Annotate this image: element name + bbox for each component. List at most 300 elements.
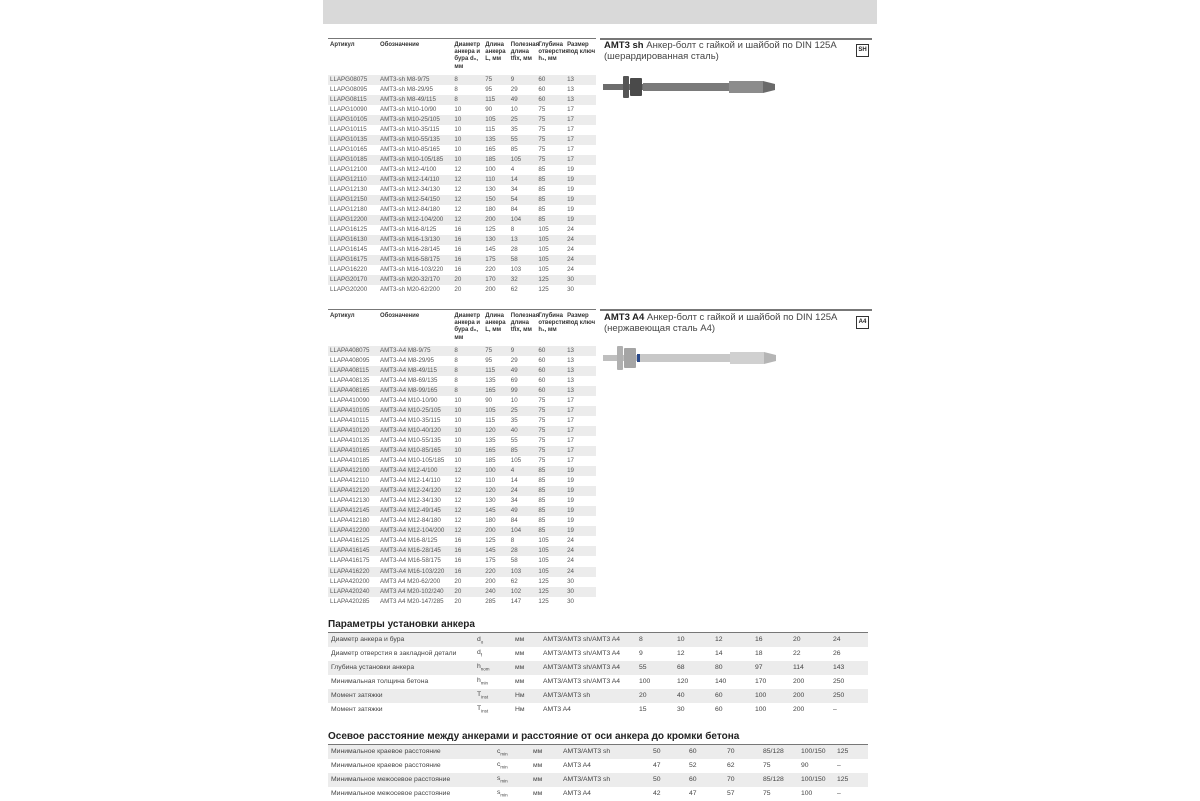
param-value: 9 <box>639 650 643 657</box>
table-cell: LLAPA408075 <box>330 346 370 354</box>
table-cell: 60 <box>538 75 546 83</box>
table-cell: 180 <box>485 517 496 525</box>
table-cell: 105 <box>538 226 549 234</box>
table-cell: LLAPA410120 <box>330 426 370 434</box>
table-cell: 105 <box>510 155 522 163</box>
table-cell: LLAPG10090 <box>330 105 368 113</box>
table-row <box>328 105 596 115</box>
table-cell: AMT3-A4 M10-35/115 <box>379 416 441 424</box>
table-cell: 17 <box>567 436 574 444</box>
symbol-letter: s <box>497 775 501 783</box>
table-cell: 130 <box>485 186 496 194</box>
table-cell: 185 <box>485 457 496 465</box>
table-cell: 29 <box>510 85 518 93</box>
install-params-table <box>328 632 868 717</box>
param-symbol <box>494 787 530 801</box>
table-row <box>328 95 596 105</box>
table-cell: 30 <box>567 276 574 284</box>
table-cell: 10 <box>454 406 462 414</box>
table-cell: 4 <box>510 165 515 173</box>
param-symbol <box>494 773 530 787</box>
table-header-row <box>328 310 596 346</box>
table-cell: AMT3-sh M12-34/130 <box>379 186 440 194</box>
table-cell: LLAPG10105 <box>330 115 368 123</box>
table-row <box>328 466 596 476</box>
table-cell: LLAPA408115 <box>330 366 369 374</box>
table-cell: LLAPA410185 <box>330 457 370 465</box>
table-cell: 20 <box>454 286 462 294</box>
table-cell: LLAPA408135 <box>330 376 370 384</box>
table-cell: 85 <box>538 165 546 173</box>
table-cell: 17 <box>567 125 574 133</box>
column-header: Размер под ключ <box>567 42 596 56</box>
table-cell: 13 <box>567 75 574 83</box>
column-header: Обозначение <box>379 42 420 48</box>
table-cell: 16 <box>454 266 462 274</box>
table-cell: LLAPA408095 <box>330 356 370 364</box>
param-value: 170 <box>755 678 767 685</box>
table-header-row <box>328 39 596 75</box>
table-cell: 115 <box>485 125 496 133</box>
table-cell: LLAPA420200 <box>330 577 370 585</box>
table-cell: 85 <box>538 477 546 485</box>
table-cell: 12 <box>454 527 462 535</box>
table-cell: 8 <box>454 386 458 394</box>
table-cell: LLAPA412145 <box>330 507 370 515</box>
table-cell: 75 <box>538 145 546 153</box>
table-row <box>328 155 596 165</box>
param-value: 100 <box>801 790 813 797</box>
table-cell: 60 <box>538 95 546 103</box>
symbol-letter: d <box>477 649 481 657</box>
table-cell: 85 <box>538 175 546 183</box>
column-header: Артикул <box>330 313 355 319</box>
table-cell: 30 <box>567 597 574 605</box>
table-cell: 10 <box>510 105 518 113</box>
param-value: 200 <box>793 706 805 713</box>
table-cell: 20 <box>454 276 462 284</box>
param-row <box>328 703 868 717</box>
param-value: 140 <box>715 678 727 685</box>
table-cell: AMT3-A4 M8-99/165 <box>379 386 438 394</box>
param-value: 120 <box>677 678 689 685</box>
divider <box>600 38 872 40</box>
install-params-title: Параметры установки анкера <box>328 619 475 630</box>
product-description: Анкер-болт с гайкой и шайбой по DIN 125A (шерардированная сталь) <box>604 40 837 62</box>
table-row <box>328 587 596 597</box>
param-value: 18 <box>755 650 763 657</box>
table-cell: LLAPA412100 <box>330 467 370 475</box>
table-row <box>328 456 596 466</box>
table-cell: LLAPA410165 <box>330 446 370 454</box>
table-cell: 75 <box>538 105 546 113</box>
table-cell: 16 <box>454 236 462 244</box>
table-cell: 20 <box>454 597 462 605</box>
product-name: AMT3 A4 <box>604 312 645 323</box>
table-cell: LLAPG10115 <box>330 125 367 133</box>
param-value: 85/128 <box>763 776 784 783</box>
table-cell: LLAPG10185 <box>330 155 368 163</box>
table-cell: 10 <box>454 125 462 133</box>
column-header: Диаметр анкера и бура d₀, мм <box>454 42 481 70</box>
table-cell: 175 <box>485 256 496 264</box>
table-cell: 16 <box>454 226 462 234</box>
table-cell: AMT3-sh M10-35/115 <box>379 125 440 133</box>
table-cell: 85 <box>538 186 546 194</box>
table-cell: 85 <box>538 487 546 495</box>
table-cell: 10 <box>454 105 462 113</box>
table-cell: AMT3-sh M8-29/95 <box>379 85 433 93</box>
table-cell: 220 <box>485 266 496 274</box>
table-cell: AMT3 A4 M20-102/240 <box>379 587 444 595</box>
table-cell: 13 <box>567 95 574 103</box>
table-cell: 19 <box>567 467 574 475</box>
symbol-letter: T <box>477 705 482 713</box>
table-cell: 60 <box>538 356 546 364</box>
table-cell: 165 <box>485 386 496 394</box>
table-cell: 165 <box>485 145 496 153</box>
param-value: 80 <box>715 664 723 671</box>
table-cell: 105 <box>538 246 549 254</box>
table-cell: AMT3-sh M16-103/220 <box>379 266 444 274</box>
param-value: 90 <box>801 762 809 769</box>
symbol-subscript: o <box>480 638 484 644</box>
param-unit: мм <box>515 678 525 685</box>
table-cell: LLAPA420240 <box>330 587 370 595</box>
table-cell: 240 <box>485 587 496 595</box>
table-cell: 19 <box>567 165 574 173</box>
table-cell: 17 <box>567 396 574 404</box>
table-cell: AMT3-sh M12-84/180 <box>379 206 440 214</box>
table-cell: AMT3-A4 M16-28/145 <box>379 547 441 555</box>
table-cell: 10 <box>454 145 462 153</box>
table-cell: 13 <box>567 376 574 384</box>
table-cell: 19 <box>567 517 574 525</box>
product-table-sh <box>328 38 596 296</box>
param-value: 75 <box>763 790 771 797</box>
table-cell: LLAPA416125 <box>330 537 370 545</box>
table-cell: LLAPA416220 <box>330 567 370 575</box>
table-cell: AMT3-A4 M16-58/175 <box>379 557 441 565</box>
table-cell: 75 <box>485 75 493 83</box>
table-cell: AMT3-sh M10-105/185 <box>379 155 444 163</box>
param-name: Минимальное межосевое расстояние <box>331 776 451 783</box>
table-cell: 145 <box>485 547 496 555</box>
table-cell: LLAPA412130 <box>330 497 370 505</box>
table-cell: LLAPG12200 <box>330 216 368 224</box>
divider <box>600 309 872 311</box>
table-cell: 17 <box>567 105 574 113</box>
table-cell: 90 <box>485 105 493 113</box>
table-cell: 95 <box>485 85 493 93</box>
table-cell: 24 <box>567 547 574 555</box>
table-cell: 24 <box>567 537 574 545</box>
table-cell: 10 <box>454 436 462 444</box>
table-cell: 12 <box>454 175 462 183</box>
column-header: Полезная длина tfix, мм <box>510 42 540 63</box>
table-cell: 12 <box>454 216 462 224</box>
table-cell: 55 <box>510 135 518 143</box>
table-cell: 19 <box>567 527 574 535</box>
param-value: 22 <box>793 650 801 657</box>
symbol-subscript: min <box>480 680 489 686</box>
symbol-subscript: min <box>500 750 508 756</box>
param-unit: мм <box>515 636 525 644</box>
table-row <box>328 526 596 536</box>
table-cell: 75 <box>538 406 546 414</box>
table-cell: 85 <box>538 497 546 505</box>
column-header: Глубина отверстия h₁, мм <box>538 42 569 63</box>
sherardized-badge-icon: SH <box>856 44 869 57</box>
table-row <box>328 536 596 546</box>
param-value: 143 <box>833 664 845 671</box>
table-cell: 105 <box>538 256 549 264</box>
symbol-letter: d <box>477 635 481 643</box>
table-cell: AMT3-A4 M8-49/115 <box>379 366 437 374</box>
table-cell: 105 <box>538 236 549 244</box>
table-cell: 24 <box>567 246 574 254</box>
table-cell: AMT3-A4 M12-104/200 <box>379 527 445 535</box>
table-cell: AMT3-sh M20-62/200 <box>379 286 440 294</box>
param-value: 16 <box>755 636 763 644</box>
table-cell: 32 <box>510 276 518 284</box>
param-value: 60 <box>689 748 697 756</box>
table-cell: 12 <box>454 487 462 495</box>
table-cell: 24 <box>567 266 574 274</box>
table-cell: 13 <box>567 386 574 394</box>
table-cell: 100 <box>485 467 496 475</box>
table-cell: AMT3-A4 M10-105/185 <box>379 457 445 465</box>
table-cell: 17 <box>567 426 574 434</box>
param-row <box>328 689 868 703</box>
table-cell: 19 <box>567 196 574 204</box>
param-value: 12 <box>677 650 685 657</box>
table-cell: AMT3-sh M16-13/130 <box>379 236 440 244</box>
param-unit: Нм <box>515 692 525 699</box>
table-cell: 150 <box>485 196 496 204</box>
param-value: 125 <box>837 748 849 756</box>
param-value: 26 <box>833 650 841 657</box>
table-row <box>328 225 596 235</box>
table-cell: 85 <box>538 216 546 224</box>
product-title-a4 <box>604 312 844 334</box>
param-value: 60 <box>689 776 697 783</box>
table-cell: AMT3-A4 M16-8/125 <box>379 537 438 545</box>
table-cell: AMT3-A4 M10-55/135 <box>379 436 441 444</box>
table-cell: 125 <box>538 587 549 595</box>
param-value: 97 <box>755 664 763 671</box>
symbol-letter: h <box>477 677 481 685</box>
table-cell: 30 <box>567 286 574 294</box>
table-cell: 200 <box>485 216 496 224</box>
param-type: AMT3/AMT3 sh/AMT3 A4 <box>543 678 621 685</box>
param-value: 100/150 <box>801 776 826 783</box>
table-cell: 135 <box>485 376 496 384</box>
table-cell: 29 <box>510 356 518 364</box>
table-cell: 75 <box>538 426 546 434</box>
table-cell: AMT3-A4 M12-4/100 <box>379 467 438 475</box>
table-row <box>328 396 596 406</box>
table-cell: 75 <box>538 436 546 444</box>
table-cell: 10 <box>454 446 462 454</box>
symbol-subscript: inst <box>481 708 489 714</box>
table-cell: 175 <box>485 557 496 565</box>
column-header: Артикул <box>330 42 355 48</box>
table-cell: 19 <box>567 477 574 485</box>
column-header: Глубина отверстия h₁, мм <box>538 313 569 334</box>
table-cell: 125 <box>538 276 549 284</box>
table-cell: LLAPG10135 <box>330 135 368 143</box>
table-cell: 34 <box>510 497 518 505</box>
table-cell: 8 <box>454 75 458 83</box>
table-cell: 54 <box>510 196 518 204</box>
table-cell: 30 <box>567 587 574 595</box>
symbol-letter: s <box>497 789 501 797</box>
table-cell: LLAPA412180 <box>330 517 370 525</box>
param-name: Диаметр анкера и бура <box>331 636 405 644</box>
table-cell: 13 <box>510 236 518 244</box>
param-type: AMT3/AMT3 sh <box>563 776 611 783</box>
table-cell: 75 <box>538 457 546 465</box>
table-cell: 60 <box>538 346 546 354</box>
param-value: 8 <box>639 636 643 644</box>
param-symbol <box>474 703 512 717</box>
symbol-letter: h <box>477 663 481 671</box>
table-cell: 85 <box>510 145 518 153</box>
table-row <box>328 376 596 386</box>
table-cell: AMT3-A4 M12-84/180 <box>379 517 441 525</box>
param-value: 200 <box>793 692 805 699</box>
param-name: Минимальное краевое расстояние <box>331 762 441 769</box>
table-cell: 20 <box>454 587 462 595</box>
table-cell: 105 <box>538 547 549 555</box>
param-unit: мм <box>515 650 525 657</box>
table-cell: 105 <box>485 115 496 123</box>
param-type: AMT3/AMT3 sh/AMT3 A4 <box>543 650 621 657</box>
table-cell: 49 <box>510 507 518 515</box>
column-header: Полезная длина tfix, мм <box>510 313 540 334</box>
table-cell: 16 <box>454 246 462 254</box>
param-value: 62 <box>727 762 735 769</box>
table-cell: LLAPG16175 <box>330 256 368 264</box>
table-cell: 24 <box>510 487 518 495</box>
param-value: 100 <box>639 678 651 685</box>
param-value: 47 <box>689 790 697 797</box>
param-value: 68 <box>677 664 685 671</box>
param-name: Минимальное краевое расстояние <box>331 748 441 756</box>
param-value: 114 <box>793 664 804 671</box>
table-cell: 10 <box>454 135 462 143</box>
table-cell: 19 <box>567 175 574 183</box>
table-cell: LLAPA410135 <box>330 436 370 444</box>
table-cell: 145 <box>485 507 496 515</box>
table-cell: 102 <box>510 587 522 595</box>
table-cell: 85 <box>538 467 546 475</box>
param-value: 75 <box>763 762 771 769</box>
product-table-a4 <box>328 309 596 607</box>
table-cell: 24 <box>567 226 574 234</box>
table-cell: 62 <box>510 286 518 294</box>
table-cell: 16 <box>454 547 462 555</box>
table-cell: 85 <box>538 527 546 535</box>
param-unit: мм <box>515 664 525 671</box>
param-row <box>328 661 868 675</box>
table-cell: 200 <box>485 286 496 294</box>
table-cell: AMT3-A4 M8-69/135 <box>379 376 438 384</box>
table-cell: 103 <box>510 266 522 274</box>
table-cell: LLAPA408165 <box>330 386 370 394</box>
table-cell: 24 <box>567 557 574 565</box>
anchor-bolt-a4-icon <box>603 340 783 376</box>
table-row <box>328 195 596 205</box>
param-value: 55 <box>639 664 647 671</box>
table-cell: 9 <box>510 75 515 83</box>
table-cell: 85 <box>538 507 546 515</box>
table-cell: LLAPG08115 <box>330 95 367 103</box>
table-cell: 55 <box>510 436 518 444</box>
column-header: Диаметр анкера и бура d₀, мм <box>454 313 481 341</box>
table-cell: 40 <box>510 426 518 434</box>
table-cell: 115 <box>485 416 496 424</box>
table-cell: AMT3-sh M12-104/200 <box>379 216 444 224</box>
table-row <box>328 85 596 95</box>
param-type: AMT3 A4 <box>543 706 571 713</box>
table-cell: 10 <box>510 396 518 404</box>
table-row <box>328 567 596 577</box>
param-type: AMT3/AMT3 sh <box>543 692 591 699</box>
table-cell: 115 <box>485 95 496 103</box>
param-unit: мм <box>533 790 543 797</box>
table-cell: 17 <box>567 406 574 414</box>
table-cell: LLAPG12180 <box>330 206 368 214</box>
table-cell: LLAPA410105 <box>330 406 370 414</box>
table-row <box>328 285 596 295</box>
table-cell: 185 <box>485 155 496 163</box>
table-cell: LLAPG08095 <box>330 85 368 93</box>
table-cell: 84 <box>510 206 518 214</box>
table-row <box>328 446 596 456</box>
param-symbol <box>474 647 512 661</box>
table-row <box>328 476 596 486</box>
param-row <box>328 745 868 759</box>
table-cell: AMT3-A4 M12-49/145 <box>379 507 441 515</box>
table-cell: AMT3-A4 M8-9/75 <box>379 346 431 354</box>
table-cell: 17 <box>567 115 574 123</box>
table-cell: LLAPA412110 <box>330 477 369 485</box>
param-value: 14 <box>715 650 723 657</box>
table-cell: LLAPG08075 <box>330 75 368 83</box>
symbol-subscript: min <box>500 778 508 784</box>
table-cell: 10 <box>454 416 462 424</box>
table-cell: 19 <box>567 216 574 224</box>
table-cell: LLAPG12150 <box>330 196 368 204</box>
table-cell: LLAPG12100 <box>330 165 368 173</box>
table-cell: 125 <box>485 537 496 545</box>
table-cell: LLAPG12130 <box>330 186 368 194</box>
symbol-subscript: min <box>500 792 508 798</box>
table-cell: AMT3-A4 M10-10/90 <box>379 396 438 404</box>
table-cell: 105 <box>538 266 549 274</box>
table-cell: 19 <box>567 206 574 214</box>
table-cell: 145 <box>485 246 496 254</box>
table-row <box>328 125 596 135</box>
table-row <box>328 265 596 275</box>
table-cell: 110 <box>485 477 496 485</box>
table-row <box>328 416 596 426</box>
table-cell: LLAPG12110 <box>330 175 367 183</box>
table-cell: AMT3-sh M10-85/165 <box>379 145 440 153</box>
spacing-params-table <box>328 744 868 801</box>
